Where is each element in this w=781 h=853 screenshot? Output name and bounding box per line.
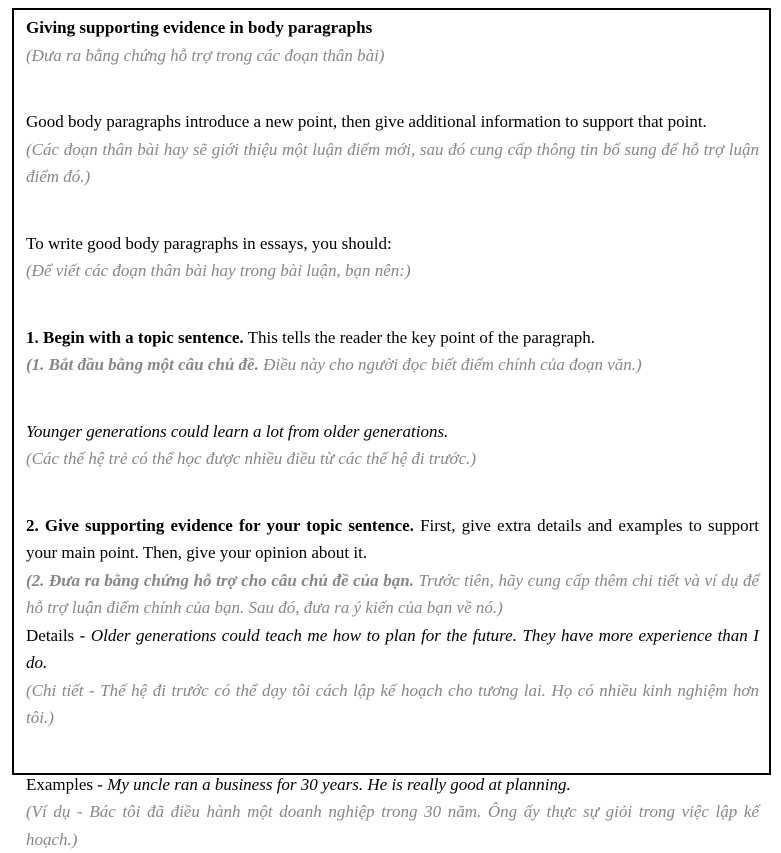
text-run: Điều này cho người đọc biết điểm chính của đoạn văn.) [258,355,642,374]
text-run: Older generations could teach me how to plan for the future. They have more experience than I do. [26,625,759,672]
text-run: 1. Begin with a topic sentence. [26,327,244,347]
example-topic-sentence-translation [26,445,759,473]
step-2 [26,512,759,567]
details-example [26,622,759,677]
text-run: Trước tiên, hãy cung cấp thêm chi tiết và ví dụ để hỗ trợ luận điểm chính của bạn. Sau đó, đưa ra ý kiến của bạn về nó.) [26,570,759,617]
text-run: This tells the reader the key point of the paragraph. [243,327,596,347]
examples-example [26,771,759,799]
text-run: Good body paragraphs introduce a new point, then give additional information to support that point. [26,112,707,131]
instruction-lead [26,230,759,258]
text-run: (Các thế hệ trẻ có thể học được nhiều điều từ các thế hệ đi trước.) [26,449,477,468]
intro-translation [26,136,759,191]
intro-text [26,108,759,136]
text-run: (2. Đưa ra bằng chứng hỗ trợ cho câu chủ đề của bạn. [26,570,414,590]
examples-example-translation [26,798,759,853]
blank-line [26,732,759,771]
text-run: My uncle ran a business for 30 years. He is really good at planning. [107,774,571,794]
text-run: (Để viết các đoạn thân bài hay trong bài luận, bạn nên:) [26,261,411,280]
text-run: (1. Bắt đầu bằng một câu chủ đề. [26,355,259,374]
text-run: Examples - [26,774,108,794]
example-topic-sentence [26,418,759,446]
step-2-translation [26,567,759,622]
text-run: Details - [26,625,91,645]
text-run: To write good body paragraphs in essays, you should: [26,233,392,253]
text-run: 2. Give supporting evidence for your topic sentence. [26,515,414,535]
details-example-translation [26,677,759,732]
blank-line [26,473,759,512]
text-run: (Ví dụ - Bác tôi đã điều hành một doanh nghiệp trong 30 năm. Ông ấy thực sự giỏi trong việc lập kế hoạch.) [26,802,759,849]
text-run: (Chi tiết - Thế hệ đi trước có thể dạy tôi cách lập kế hoạch cho tương lai. Họ có nhiều kinh nghiệm hơn tôi.) [26,680,759,727]
doc-title [26,14,759,42]
text-run: (Đưa ra bằng chứng hỗ trợ trong các đoạn thân bài) [26,45,385,65]
doc-title-translation [26,42,759,70]
text-run: First, give extra details and examples to support your main point. Then, give your opinion about it. [26,515,760,562]
text-run: Giving supporting evidence in body paragraphs [26,18,373,37]
blank-line [26,69,759,108]
step-1-translation [26,351,759,379]
document-box [12,8,771,849]
text-run: Younger generations could learn a lot from older generations. [26,421,449,441]
blank-line [26,191,759,230]
step-1 [26,324,759,352]
text-run: (Các đoạn thân bài hay sẽ giới thiệu một luận điểm mới, sau đó cung cấp thông tin bổ sung để hỗ trợ luận điểm đó.) [26,139,759,186]
instruction-lead-translation [26,257,759,285]
blank-line [26,379,759,418]
blank-line [26,285,759,324]
